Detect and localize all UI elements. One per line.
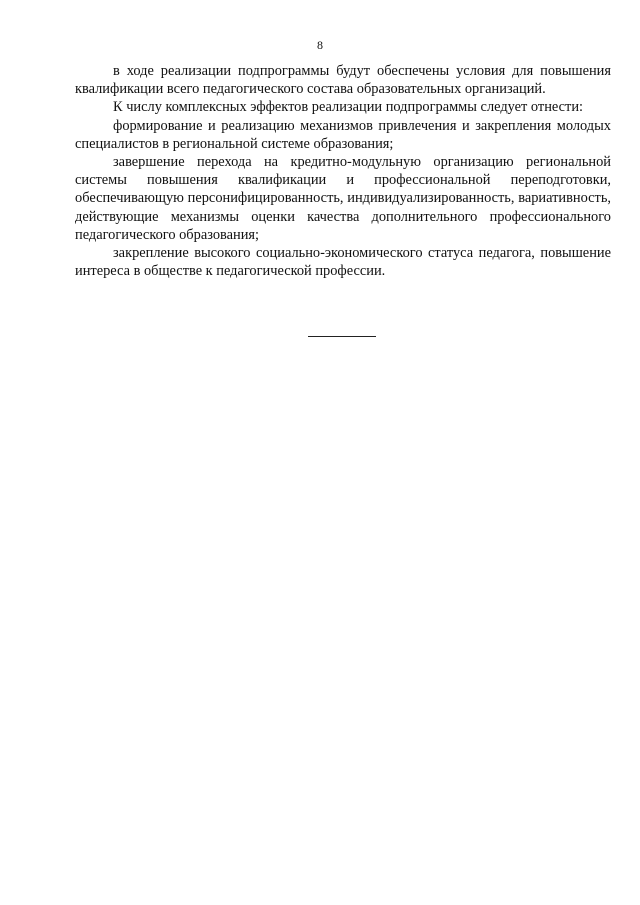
paragraph-teacher-status: закрепление высокого социально-экономического статуса педагога, повышение интереса в обществе к педагогической профессии.	[75, 245, 611, 280]
paragraph-credit-modular-transition: завершение перехода на кредитно-модульную организацию региональной системы повышения квалификации и профессиональной переподготовки, обеспечивающую персонифицированность, индивидуализированность, вариативность, действующие механизмы оценки качества дополнительного профессионального педагогического образования;	[75, 154, 611, 243]
paragraph-complex-effects-intro: К числу комплексных эффектов реализации подпрограммы следует отнести:	[113, 99, 584, 116]
paragraph-qualification-conditions: в ходе реализации подпрограммы будут обеспечены условия для повышения квалификации всего педагогического состава образовательных организаций.	[75, 63, 611, 98]
end-of-text-rule	[308, 336, 376, 337]
page-number: 8	[317, 38, 323, 52]
paragraph-young-specialists: формирование и реализацию механизмов привлечения и закрепления молодых специалистов в региональной системе образования;	[75, 117, 611, 152]
body-text	[75, 62, 611, 280]
